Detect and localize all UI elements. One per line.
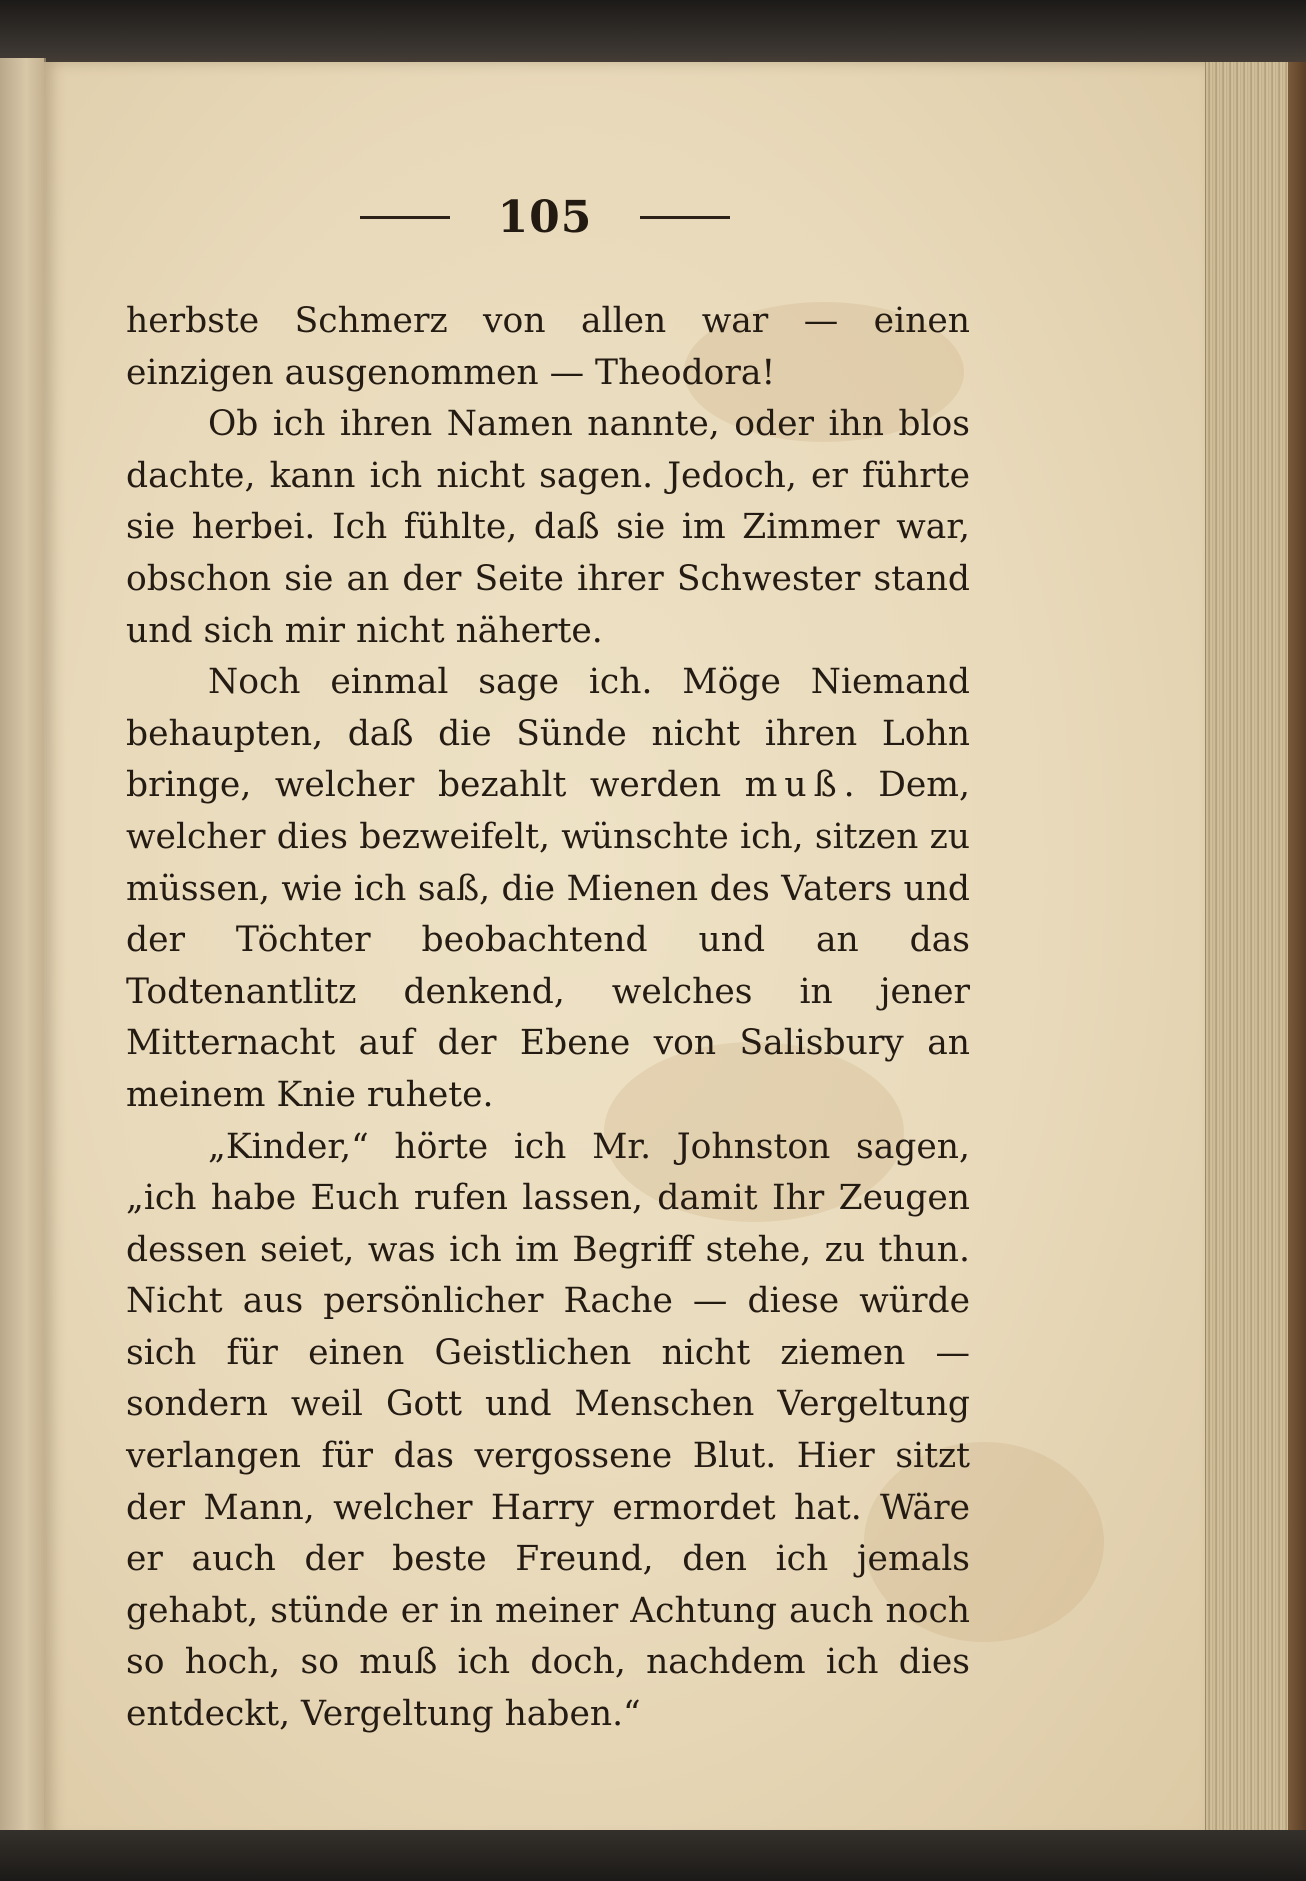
page-header	[360, 190, 730, 244]
paragraph	[126, 1122, 970, 1741]
emphasized-text: muß	[744, 765, 844, 806]
header-rule-left	[360, 216, 450, 219]
book-cover-top	[0, 0, 1306, 70]
page-number: 105	[497, 191, 593, 243]
paragraph	[126, 657, 970, 1121]
paragraph-text: herbste Schmerz von allen war — einen einzigen ausgenommen — Theodora!	[126, 301, 970, 393]
paragraph-text: Noch einmal sage ich. Möge Niemand behaupten, daß die Sünde nicht ihren Lohn bringe, welcher bezahlt werden	[126, 662, 970, 806]
body-text	[126, 296, 970, 1741]
paragraph-text: „Kinder,“ hörte ich Mr. Johnston sagen, „ich habe Euch rufen lassen, damit Ihr Zeugen dessen seiet, was ich im Begriff stehe, zu thun. Nicht aus persönlicher Rache — diese würde sich für einen Geistlichen nicht ziemen — sondern weil Gott und Menschen Vergeltung verlangen für das vergossene Blut. Hier sitzt der Mann, welcher Harry ermordet hat. Wäre er auch der beste Freund, den ich jemals gehabt, stünde er in meiner Achtung auch noch so hoch, so muß ich doch, nachdem ich dies entdeckt, Vergeltung haben.“	[126, 1126, 970, 1735]
paragraph	[126, 296, 970, 399]
left-page-edge	[0, 58, 46, 1843]
paragraph-text: . Dem, welcher dies bezweifelt, wünschte ich, sitzen zu müssen, wie ich saß, die Mienen des Vaters und der Töchter beobachtend und an das Todtenantlitz denkend, welches in jener Mitternacht auf der Ebene von Salisbury an meinem Knie ruhete.	[126, 765, 970, 1115]
book-cover-bottom	[0, 1830, 1306, 1881]
binding-edge	[1288, 62, 1306, 1840]
header-rule-right	[640, 216, 730, 219]
paragraph-text: Ob ich ihren Namen nannte, oder ihn blos dachte, kann ich nicht sagen. Jedoch, er führte sie herbei. Ich fühlte, daß sie im Zimmer war, obschon sie an der Seite ihrer Schwester stand und sich mir nicht näherte.	[126, 404, 970, 651]
paragraph	[126, 399, 970, 657]
